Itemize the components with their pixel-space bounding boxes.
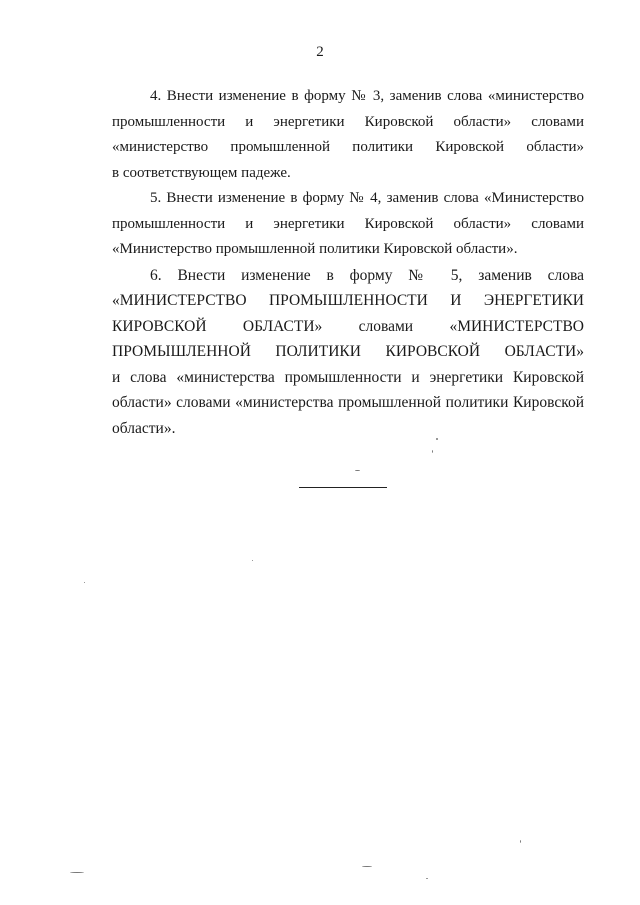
end-divider-line	[299, 487, 387, 488]
paragraph-item-6	[112, 263, 584, 442]
paragraph-line: 4. Внести изменение в форму № 3, заменив слова «министерство	[150, 88, 584, 104]
paragraph-line: «МИНИСТЕРСТВО ПРОМЫШЛЕННОСТИ И ЭНЕРГЕТИКИ	[112, 292, 584, 309]
paragraph-line: 5. Внести изменение в форму № 4, заменив слова «Министерство	[150, 190, 584, 206]
paragraph-item-5	[112, 186, 584, 263]
paragraph-line: и слова «министерства промышленности и энергетики Кировской	[112, 368, 584, 386]
paragraph-line: области» словами «министерства промышленной политики Кировской	[112, 394, 584, 411]
page-number: 2	[316, 44, 324, 60]
paragraph-line: промышленности и энергетики Кировской области» словами	[112, 113, 584, 130]
paragraph-line: «Министерство промышленной политики Кировской области».	[112, 241, 518, 257]
paragraph-line: промышленности и энергетики Кировской области» словами	[112, 215, 584, 232]
paragraph-line: «министерство промышленной политики Кировской области»	[112, 139, 584, 155]
document-body	[112, 84, 584, 441]
paragraph-line: ПРОМЫШЛЕННОЙ ПОЛИТИКИ КИРОВСКОЙ ОБЛАСТИ»	[112, 343, 584, 360]
paragraph-line: в соответствующем падеже.	[112, 164, 291, 181]
paragraph-line: КИРОВСКОЙ ОБЛАСТИ» словами «МИНИСТЕРСТВО	[112, 317, 584, 335]
paragraph-line: 6. Внести изменение в форму № 5, заменив слова	[150, 266, 584, 284]
paragraph-line: области».	[112, 419, 176, 437]
paragraph-item-4	[112, 84, 584, 186]
